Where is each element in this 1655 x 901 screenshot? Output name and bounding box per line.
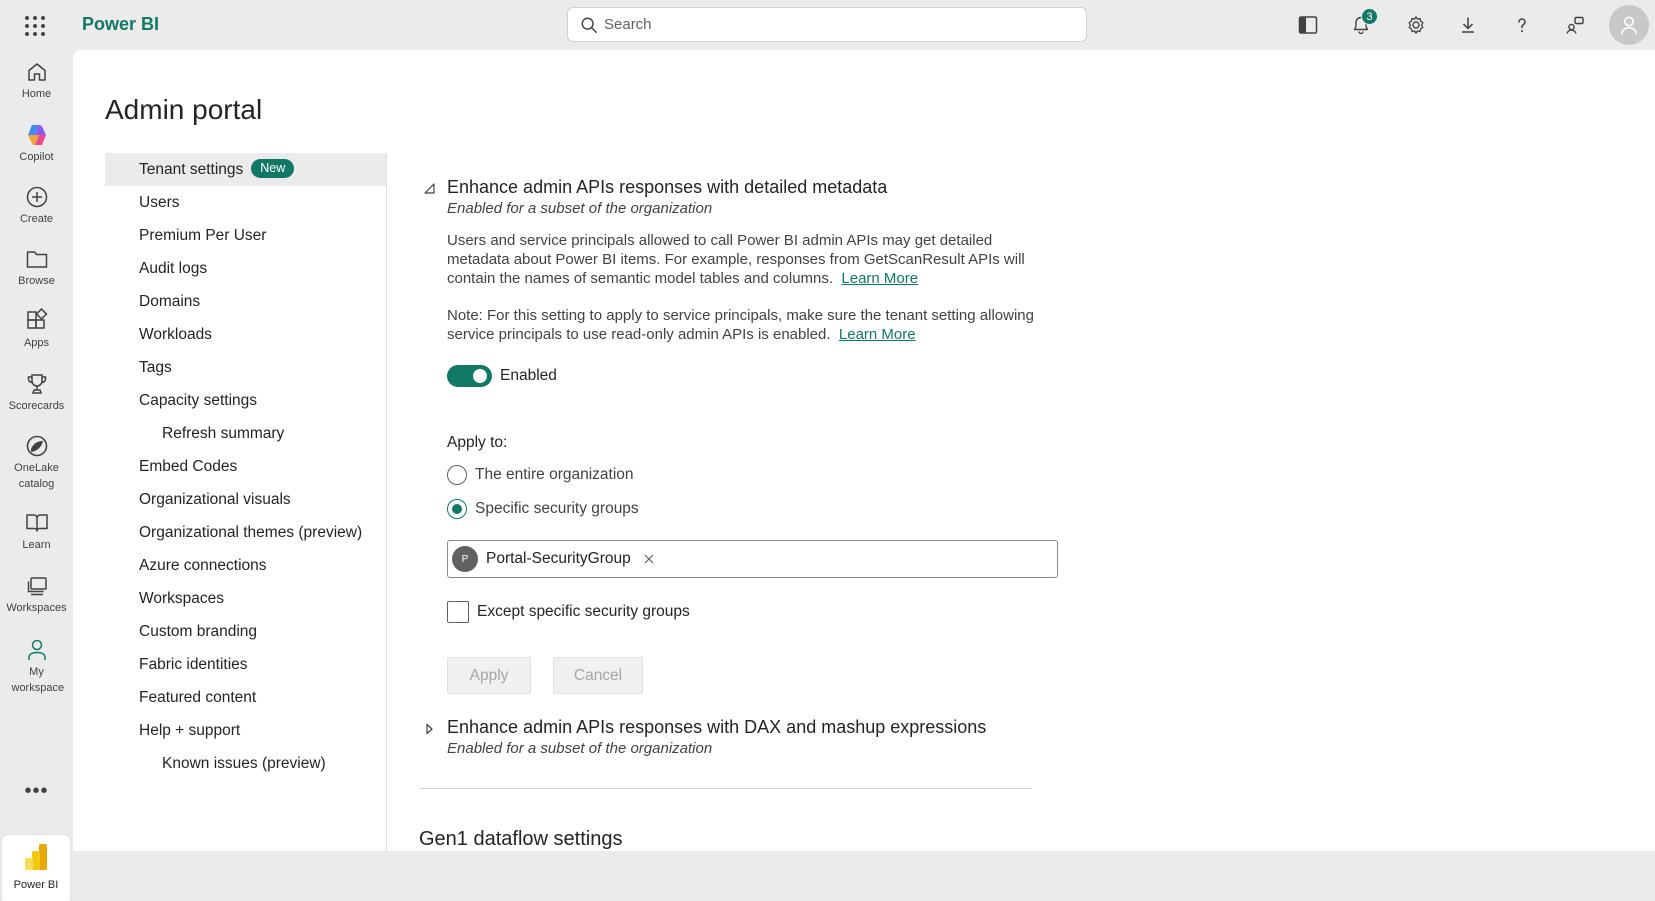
home-icon [26, 61, 48, 83]
nav-divider [386, 153, 387, 851]
download-icon[interactable] [1455, 12, 1481, 38]
power-bi-logo-icon [23, 842, 49, 872]
person-icon [1618, 14, 1640, 36]
setting-note [447, 306, 1067, 344]
more-options-icon[interactable]: ••• [24, 780, 49, 802]
checkbox-label[interactable]: Except specific security groups [477, 603, 690, 620]
settings-content [418, 50, 1158, 851]
radio-label[interactable]: Specific security groups [475, 500, 639, 517]
app-launcher-icon[interactable] [22, 13, 48, 39]
note-line: service principals to use read-only admin APIs is enabled. [447, 326, 831, 343]
apps-icon [25, 309, 49, 333]
setting-title[interactable]: Enhance admin APIs responses with detailed metadata [447, 177, 888, 197]
setting-status: Enabled for a subset of the organization [447, 740, 713, 757]
rail-item-apps[interactable] [0, 307, 73, 351]
nav-item-embed-codes[interactable]: Embed Codes [139, 458, 238, 475]
remove-chip-icon[interactable] [641, 551, 657, 567]
setting-status: Enabled for a subset of the organization [447, 200, 713, 217]
nav-item-users[interactable]: Users [139, 194, 180, 211]
nav-item-organizational-themes[interactable]: Organizational themes (preview) [139, 524, 363, 541]
rail-item-label: Learn [22, 539, 51, 551]
radio-label[interactable]: The entire organization [475, 466, 634, 483]
rail-item-label: Copilot [19, 151, 54, 163]
nav-item-help-support[interactable]: Help + support [139, 722, 241, 739]
rail-item-learn[interactable] [0, 509, 73, 553]
nav-item-capacity-settings[interactable]: Capacity settings [139, 392, 258, 409]
notification-count-badge: 3 [1361, 8, 1378, 25]
setting-title[interactable]: Enhance admin APIs responses with DAX and mashup expressions [447, 717, 987, 737]
section-heading: Gen1 dataflow settings [419, 828, 623, 850]
rail-item-home[interactable] [0, 58, 73, 102]
folder-icon [25, 248, 49, 270]
description-line: contain the names of semantic model tables and columns. [447, 270, 834, 287]
settings-gear-icon[interactable] [1403, 12, 1429, 38]
radio-entire-organization[interactable] [447, 465, 467, 485]
note-line: Note: For this setting to apply to service principals, make sure the tenant setting allowing [447, 307, 1034, 324]
help-icon[interactable] [1509, 12, 1535, 38]
radio-specific-security-groups[interactable] [447, 499, 467, 519]
rail-item-label: My workspace [11, 666, 65, 694]
rail-item-power-bi[interactable] [2, 835, 70, 901]
nav-item-audit-logs[interactable]: Audit logs [139, 260, 208, 277]
rail-item-copilot[interactable] [0, 121, 73, 165]
section-divider [419, 788, 1032, 789]
rail-item-workspaces[interactable] [0, 572, 73, 616]
admin-nav [105, 153, 387, 780]
except-groups-checkbox[interactable] [447, 601, 469, 623]
rail-item-create[interactable] [0, 183, 73, 227]
rail-item-onelake-catalog[interactable] [0, 432, 73, 492]
workspaces-icon [25, 575, 49, 597]
toggle-label: Enabled [500, 367, 557, 384]
rail-item-browse[interactable] [0, 245, 73, 289]
nav-item-workloads[interactable]: Workloads [139, 326, 212, 343]
rail-item-my-workspace[interactable] [0, 636, 73, 696]
description-line: Users and service principals allowed to call Power BI admin APIs may get detailed [447, 232, 993, 249]
trophy-icon [25, 372, 49, 396]
nav-item-label: Tenant settings [139, 161, 244, 178]
nav-item-workspaces[interactable]: Workspaces [139, 590, 224, 607]
rail-item-label: Browse [18, 275, 55, 287]
copilot-icon [24, 122, 50, 148]
security-group-picker[interactable] [447, 540, 1058, 578]
panel-toggle-icon[interactable] [1295, 12, 1321, 38]
nav-item-featured-content[interactable]: Featured content [139, 689, 257, 706]
rail-item-scorecards[interactable] [0, 370, 73, 414]
cancel-button[interactable]: Cancel [553, 657, 643, 694]
group-name: Portal-SecurityGroup [486, 550, 631, 567]
expand-chevron-icon[interactable] [422, 722, 436, 736]
person-icon [26, 638, 48, 662]
page-title: Admin portal [105, 94, 263, 125]
enabled-toggle[interactable] [447, 365, 492, 387]
user-avatar[interactable] [1609, 5, 1649, 45]
rail-item-label: Create [19, 213, 54, 225]
apply-button[interactable]: Apply [447, 657, 531, 694]
main-panel [73, 50, 1655, 851]
top-bar [0, 0, 1655, 50]
nav-item-azure-connections[interactable]: Azure connections [139, 557, 267, 574]
onelake-catalog-icon [25, 434, 49, 458]
nav-item-tags[interactable]: Tags [139, 359, 172, 376]
learn-more-link[interactable]: Learn More [841, 270, 919, 287]
rail-item-label: Workspaces [6, 602, 67, 614]
security-group-chip [452, 545, 657, 573]
setting-description [447, 231, 1067, 288]
nav-item-refresh-summary[interactable]: Refresh summary [162, 425, 285, 442]
create-plus-icon [25, 185, 49, 209]
rail-item-label: Home [21, 88, 52, 100]
nav-item-tenant-settings[interactable] [105, 153, 387, 186]
search-input[interactable] [604, 8, 1074, 41]
group-avatar: P [452, 546, 478, 572]
nav-item-fabric-identities[interactable]: Fabric identities [139, 656, 248, 673]
app-name[interactable]: Power BI [82, 14, 160, 34]
new-badge: New [251, 159, 294, 178]
learn-more-link[interactable]: Learn More [838, 326, 916, 343]
description-line: metadata about Power BI items. For example, responses from GetScanResult APIs will [447, 251, 1025, 268]
search-icon [580, 16, 598, 34]
nav-item-known-issues[interactable]: Known issues (preview) [162, 755, 326, 772]
search-box[interactable] [567, 7, 1087, 42]
rail-item-label: Scorecards [8, 400, 65, 412]
rail-item-label: Power BI [13, 879, 59, 891]
nav-item-domains[interactable]: Domains [139, 293, 201, 310]
feedback-icon[interactable] [1562, 12, 1588, 38]
nav-item-premium-per-user[interactable]: Premium Per User [139, 227, 267, 244]
apply-to-label: Apply to: [447, 434, 508, 451]
nav-item-organizational-visuals[interactable]: Organizational visuals [139, 491, 291, 508]
rail-item-label: OneLake catalog [14, 462, 59, 490]
collapse-chevron-icon[interactable] [422, 182, 436, 196]
rail-item-label: Apps [23, 337, 50, 349]
book-icon [25, 512, 49, 534]
nav-item-custom-branding[interactable]: Custom branding [139, 623, 258, 640]
left-navigation-rail [0, 50, 73, 891]
